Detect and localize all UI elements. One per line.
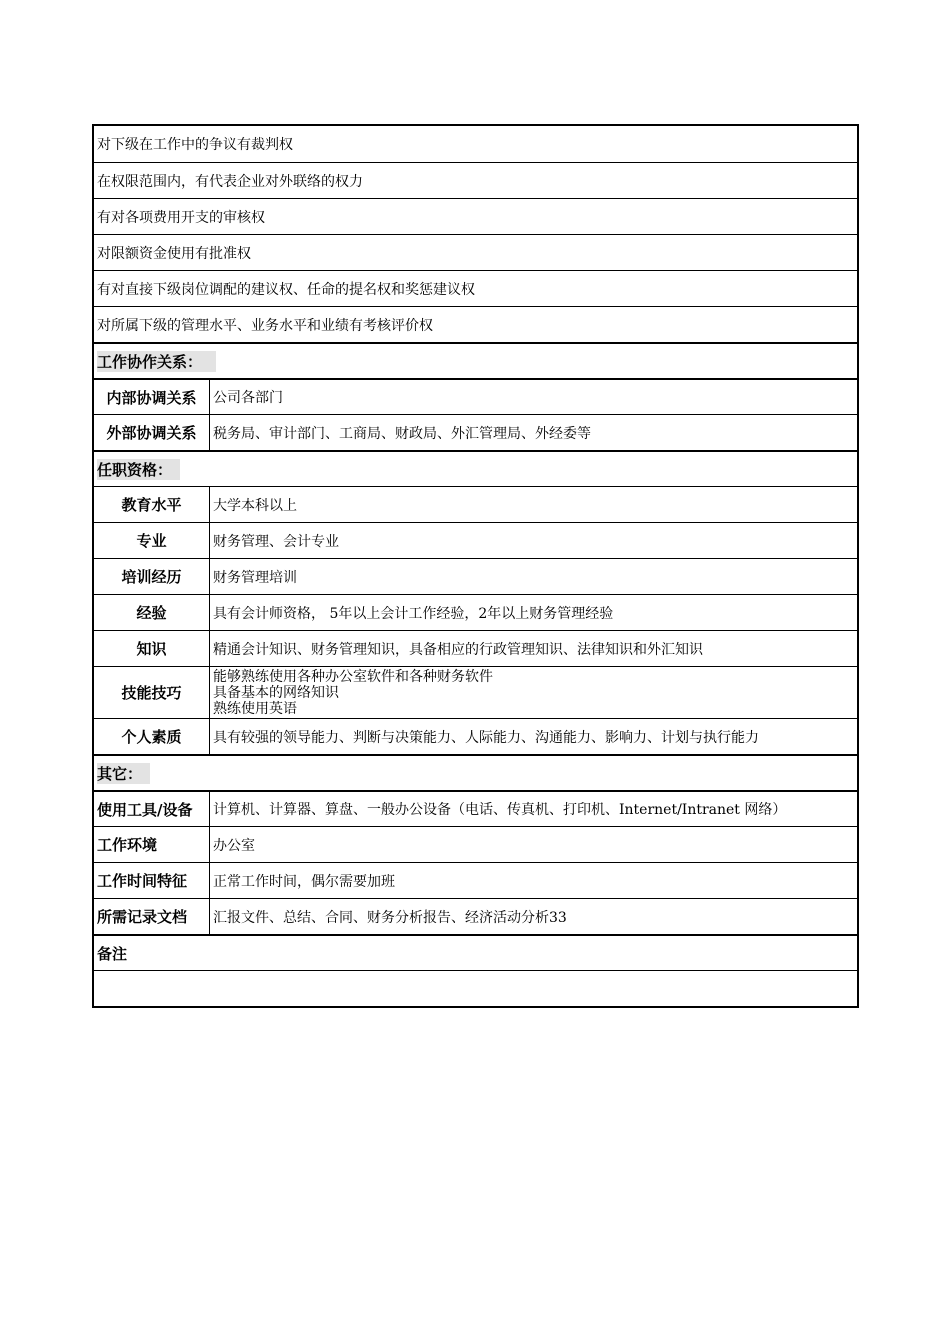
- authority-row: [94, 198, 857, 234]
- education-label: 教育水平: [94, 487, 210, 522]
- tools-row: [94, 790, 857, 826]
- experience-value: 具有会计师资格， 5年以上会计工作经验，2年以上财务管理经验: [213, 605, 614, 622]
- internal-relations-row: [94, 378, 857, 414]
- internal-relations-label: 内部协调关系: [94, 380, 210, 414]
- remarks-value: [94, 971, 857, 1006]
- training-value: 财务管理培训: [213, 569, 297, 586]
- education-value: 大学本科以上: [213, 497, 297, 514]
- documents-row: [94, 898, 857, 934]
- skills-value: [210, 667, 857, 718]
- other-title: 其它：: [97, 763, 150, 784]
- environment-row: [94, 826, 857, 862]
- collaboration-title: 工作协作关系：: [97, 351, 216, 372]
- skills-line: 具备基本的网络知识: [213, 684, 339, 701]
- authority-row: [94, 234, 857, 270]
- training-row: [94, 558, 857, 594]
- external-relations-label: 外部协调关系: [94, 415, 210, 450]
- experience-label: 经验: [94, 595, 210, 630]
- authority-row: [94, 126, 857, 162]
- experience-row: [94, 594, 857, 630]
- work-hours-label: 工作时间特征: [94, 863, 210, 898]
- remarks-section-header: [94, 934, 857, 970]
- work-hours-row: [94, 862, 857, 898]
- environment-label: 工作环境: [94, 827, 210, 862]
- authority-text: 对所属下级的管理水平、业务水平和业绩有考核评价权: [97, 317, 433, 334]
- tools-label: 使用工具/设备: [94, 792, 210, 826]
- job-description-table: [92, 124, 859, 1008]
- qualifications-section-header: [94, 450, 857, 486]
- remarks-title: 备注: [97, 944, 128, 963]
- knowledge-row: [94, 630, 857, 666]
- personal-quality-label: 个人素质: [94, 719, 210, 754]
- authority-text: 有对直接下级岗位调配的建议权、任命的提名权和奖惩建议权: [97, 281, 475, 298]
- knowledge-value: 精通会计知识、财务管理知识，具备相应的行政管理知识、法律知识和外汇知识: [213, 641, 703, 658]
- training-label: 培训经历: [94, 559, 210, 594]
- personal-quality-value: 具有较强的领导能力、判断与决策能力、人际能力、沟通能力、影响力、计划与执行能力: [213, 729, 759, 746]
- authority-text: 对限额资金使用有批准权: [97, 245, 251, 262]
- authority-row: [94, 162, 857, 198]
- external-relations-row: [94, 414, 857, 450]
- qualifications-title: 任职资格：: [97, 459, 180, 480]
- personal-quality-row: [94, 718, 857, 754]
- documents-label: 所需记录文档: [94, 899, 210, 934]
- environment-value: 办公室: [213, 837, 255, 854]
- documents-value: 汇报文件、总结、合同、财务分析报告、经济活动分析33: [213, 909, 567, 926]
- major-value: 财务管理、会计专业: [213, 533, 339, 550]
- internal-relations-value: 公司各部门: [213, 390, 283, 406]
- authority-text: 在权限范围内，有代表企业对外联络的权力: [97, 173, 363, 190]
- remarks-row: [94, 970, 857, 1006]
- authority-text: 对下级在工作中的争议有裁判权: [97, 137, 293, 153]
- tools-value: 计算机、计算器、算盘、一般办公设备（电话、传真机、打印机、Internet/Intranet 网络）: [213, 802, 787, 818]
- education-row: [94, 486, 857, 522]
- authority-text: 有对各项费用开支的审核权: [97, 209, 265, 226]
- collaboration-section-header: [94, 342, 857, 378]
- skills-label: 技能技巧: [94, 667, 210, 718]
- skills-line: 熟练使用英语: [213, 700, 297, 717]
- other-section-header: [94, 754, 857, 790]
- major-row: [94, 522, 857, 558]
- major-label: 专业: [94, 523, 210, 558]
- authority-row: [94, 270, 857, 306]
- skills-line: 能够熟练使用各种办公室软件和各种财务软件: [213, 668, 493, 685]
- work-hours-value: 正常工作时间，偶尔需要加班: [213, 873, 395, 890]
- external-relations-value: 税务局、审计部门、工商局、财政局、外汇管理局、外经委等: [213, 425, 591, 442]
- authority-row: [94, 306, 857, 342]
- skills-row: [94, 666, 857, 718]
- knowledge-label: 知识: [94, 631, 210, 666]
